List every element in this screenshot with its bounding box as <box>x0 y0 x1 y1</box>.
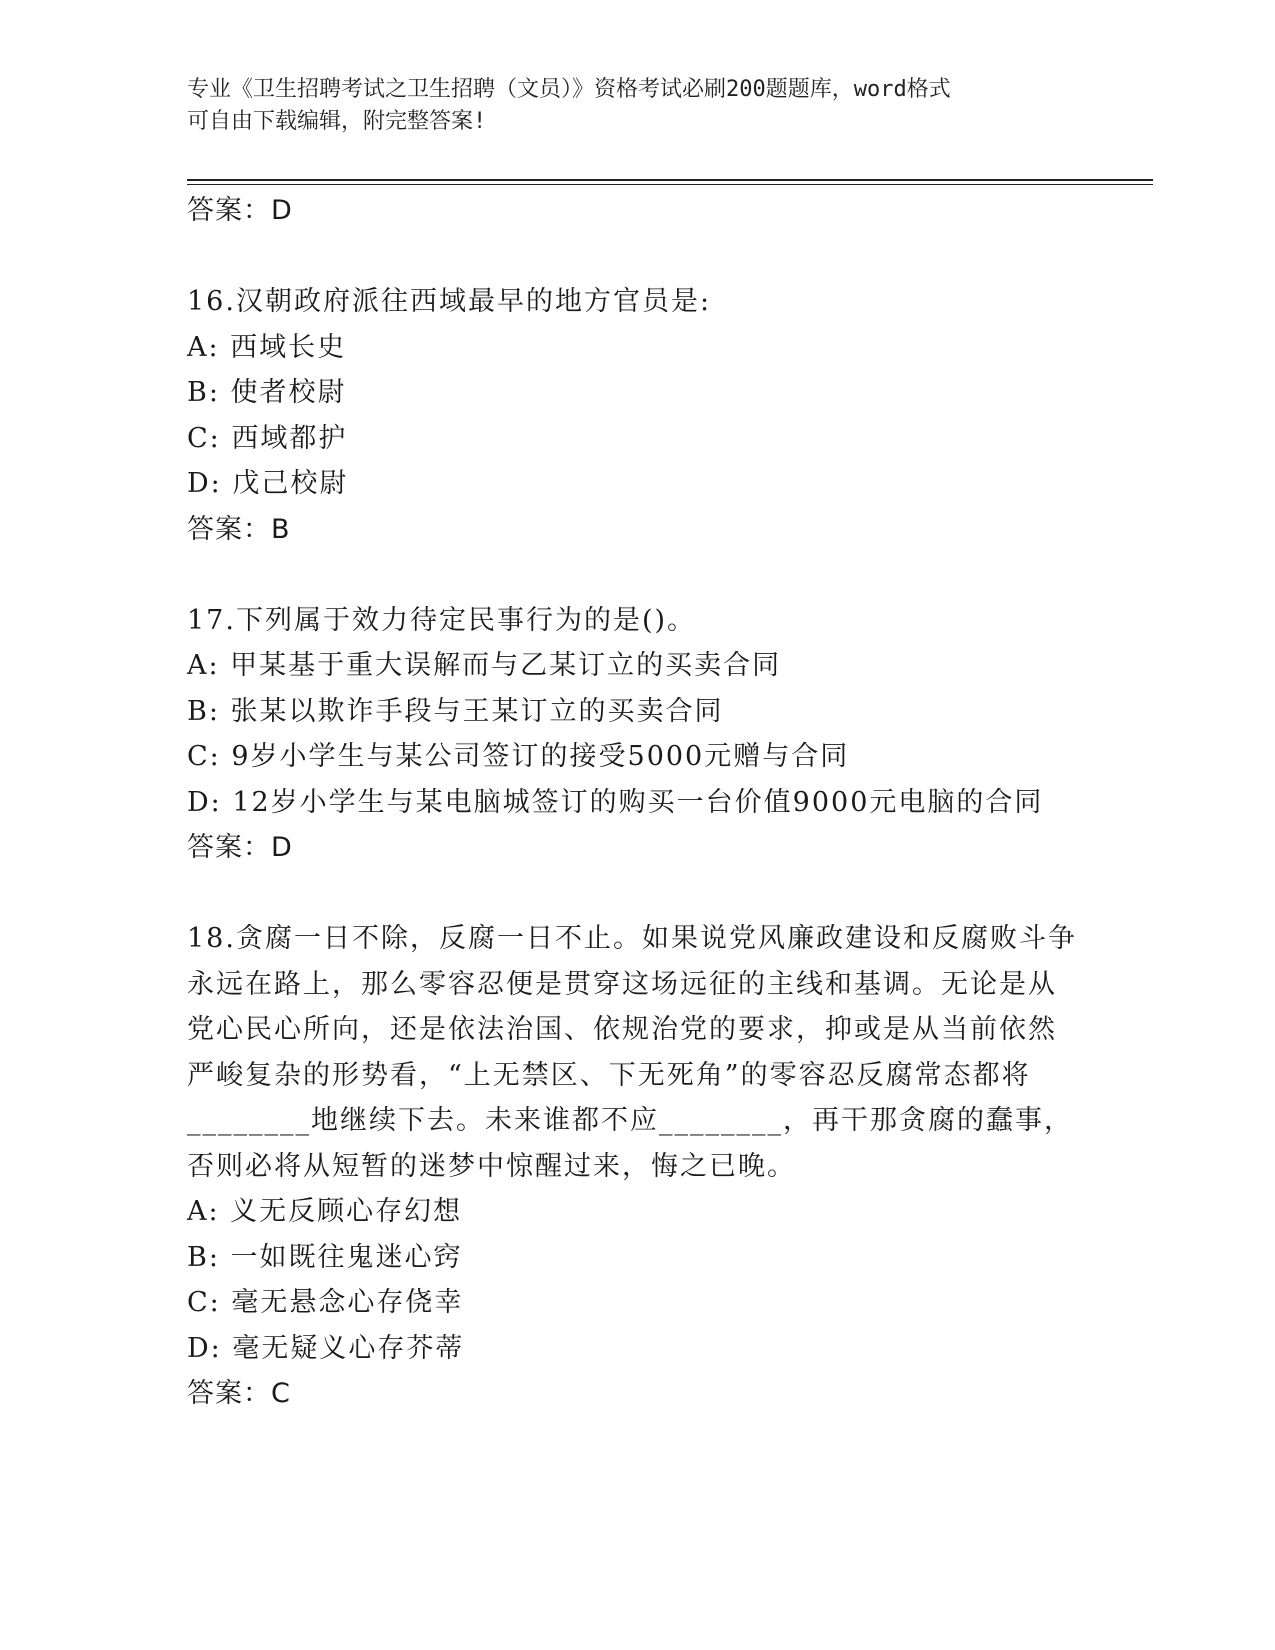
answer: 答案：D <box>187 832 293 863</box>
option-a: A: 甲某基于重大误解而与乙某订立的买卖合同 <box>187 650 782 681</box>
option-a: A: 西域长史 <box>187 331 347 363</box>
question-stem-line-4: 严峻复杂的形势看，“上无禁区、下无死角”的零容忍反腐常态都将 <box>187 1059 1031 1091</box>
question-16 <box>187 279 1087 552</box>
page-header <box>187 74 1067 138</box>
header-line-1: 专业《卫生招聘考试之卫生招聘（文员）》资格考试必刷200题题库，word格式 <box>187 77 951 102</box>
option-d: D: 毫无疑义心存芥蒂 <box>187 1332 465 1364</box>
question-stem-line-2: 永远在路上，那么零容忍便是贯穿这场远征的主线和基调。无论是从 <box>187 968 1057 1000</box>
header-rule-thin <box>187 184 1153 185</box>
question-18 <box>187 916 1087 1417</box>
option-d: D: 戊己校尉 <box>187 468 349 499</box>
question-17 <box>187 598 1087 871</box>
option-c: C: 西域都护 <box>187 422 348 454</box>
question-stem-line-5: ________地继续下去。未来谁都不应________，再干那贪腐的蠢事， <box>187 1105 1073 1136</box>
option-a: A: 义无反顾心存幻想 <box>187 1196 463 1227</box>
previous-answer: 答案：D <box>187 195 293 226</box>
option-d: D: 12岁小学生与某电脑城签订的购买一台价值9000元电脑的合同 <box>187 786 1044 818</box>
option-b: B: 一如既往鬼迷心窍 <box>187 1241 463 1273</box>
question-stem-line-1: 18.贪腐一日不除，反腐一日不止。如果说党风廉政建设和反腐败斗争 <box>187 923 1077 954</box>
question-stem: 17.下列属于效力待定民事行为的是()。 <box>187 604 697 636</box>
spacer <box>187 234 1087 280</box>
option-c: C: 9岁小学生与某公司签订的接受5000元赠与合同 <box>187 741 850 772</box>
spacer <box>187 871 1087 917</box>
spacer <box>187 552 1087 598</box>
header-line-2: 可自由下载编辑，附完整答案! <box>187 109 487 134</box>
header-rule-thick <box>187 179 1153 181</box>
document-body <box>187 188 1087 1417</box>
question-stem: 16.汉朝政府派往西域最早的地方官员是: <box>187 286 712 317</box>
option-b: B: 张某以欺诈手段与王某订立的买卖合同 <box>187 695 724 727</box>
question-stem-line-6: 否则必将从短暂的迷梦中惊醒过来，悔之已晚。 <box>187 1150 796 1182</box>
option-b: B: 使者校尉 <box>187 377 347 408</box>
answer: 答案：B <box>187 513 291 545</box>
question-stem-line-3: 党心民心所向，还是依法治国、依规治党的要求，抑或是从当前依然 <box>187 1014 1057 1045</box>
option-c: C: 毫无悬念心存侥幸 <box>187 1287 464 1318</box>
answer: 答案：C <box>187 1378 291 1409</box>
